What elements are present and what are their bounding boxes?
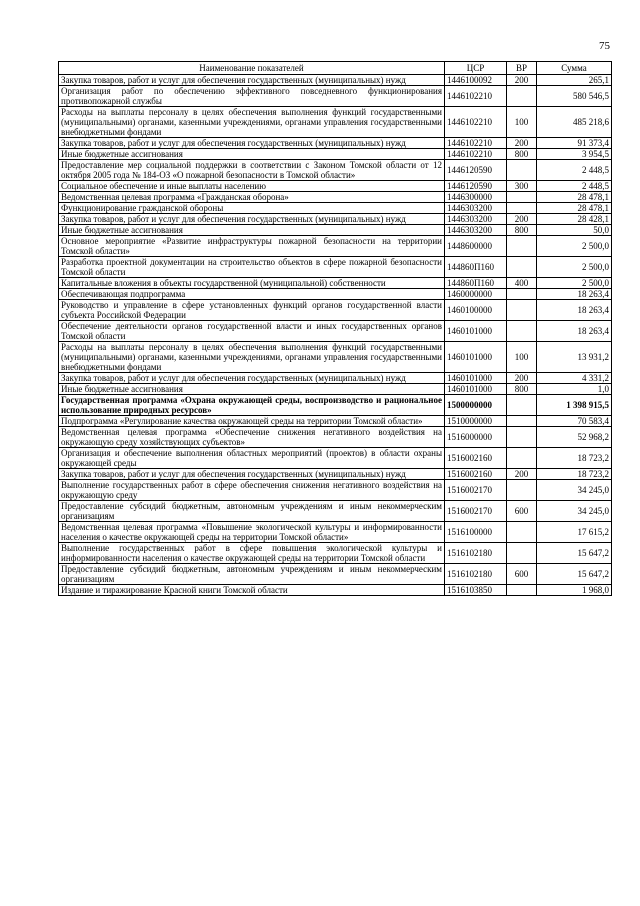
cell-sum: 1,0 <box>537 384 612 395</box>
cell-sum: 15 647,2 <box>537 564 612 585</box>
cell-sum: 28 478,1 <box>537 203 612 214</box>
cell-name: Закупка товаров, работ и услуг для обеспечения государственных (муниципальных) нужд <box>59 469 445 480</box>
table-row <box>59 149 612 160</box>
cell-vr <box>507 160 537 181</box>
cell-sum: 2 448,5 <box>537 181 612 192</box>
cell-sum: 15 647,2 <box>537 543 612 564</box>
cell-vr <box>507 257 537 278</box>
cell-sum: 4 331,2 <box>537 373 612 384</box>
table-row <box>59 107 612 138</box>
table-row <box>59 342 612 373</box>
cell-vr: 600 <box>507 564 537 585</box>
cell-name: Иные бюджетные ассигнования <box>59 384 445 395</box>
cell-sum: 2 500,0 <box>537 236 612 257</box>
cell-vr <box>507 416 537 427</box>
table-row <box>59 225 612 236</box>
table-row <box>59 203 612 214</box>
cell-csr: 1460100000 <box>445 300 507 321</box>
cell-sum: 34 245,0 <box>537 501 612 522</box>
cell-vr <box>507 480 537 501</box>
cell-sum: 91 373,4 <box>537 138 612 149</box>
cell-name: Закупка товаров, работ и услуг для обеспечения государственных (муниципальных) нужд <box>59 214 445 225</box>
cell-csr: 1460101000 <box>445 342 507 373</box>
cell-sum: 18 723,2 <box>537 448 612 469</box>
cell-csr: 1446120590 <box>445 160 507 181</box>
cell-vr <box>507 236 537 257</box>
cell-name: Закупка товаров, работ и услуг для обеспечения государственных (муниципальных) нужд <box>59 373 445 384</box>
cell-csr: 1446303200 <box>445 225 507 236</box>
table-row <box>59 278 612 289</box>
cell-vr: 100 <box>507 107 537 138</box>
cell-vr: 200 <box>507 75 537 86</box>
cell-name: Предоставление субсидий бюджетным, автономным учреждениям и иным некоммерческим организациям <box>59 564 445 585</box>
cell-csr: 1516102180 <box>445 564 507 585</box>
table-row <box>59 469 612 480</box>
cell-name: Подпрограмма «Регулирование качества окружающей среды на территории Томской области» <box>59 416 445 427</box>
cell-sum: 52 968,2 <box>537 427 612 448</box>
cell-sum: 2 500,0 <box>537 257 612 278</box>
cell-name: Закупка товаров, работ и услуг для обеспечения государственных (муниципальных) нужд <box>59 75 445 86</box>
cell-vr <box>507 192 537 203</box>
cell-sum: 18 263,4 <box>537 300 612 321</box>
cell-name: Расходы на выплаты персоналу в целях обеспечения выполнения функций государственными (муниципальными) органами, казенными учреждениями, органами управления государственными внебюджетными фондами <box>59 107 445 138</box>
cell-csr: 1516000000 <box>445 427 507 448</box>
cell-sum: 3 954,5 <box>537 149 612 160</box>
cell-sum: 18 263,4 <box>537 289 612 300</box>
cell-vr: 200 <box>507 373 537 384</box>
cell-csr: 1448600000 <box>445 236 507 257</box>
cell-csr: 1446303200 <box>445 214 507 225</box>
cell-name: Выполнение государственных работ в сфере обеспечения снижения негативного воздействия на окружающую среду <box>59 480 445 501</box>
header-vr: ВР <box>507 62 537 75</box>
cell-vr: 600 <box>507 501 537 522</box>
table-row <box>59 75 612 86</box>
cell-vr <box>507 321 537 342</box>
table-row <box>59 321 612 342</box>
cell-csr: 1516002160 <box>445 448 507 469</box>
cell-sum: 28 428,1 <box>537 214 612 225</box>
cell-name: Разработка проектной документации на строительство объектов в сфере пожарной безопасности Томской области <box>59 257 445 278</box>
table-row <box>59 289 612 300</box>
cell-name: Закупка товаров, работ и услуг для обеспечения государственных (муниципальных) нужд <box>59 138 445 149</box>
cell-name: Ведомственная целевая программа «Обеспечение снижения негативного воздействия на окружающую среду хозяйствующих субъектов» <box>59 427 445 448</box>
cell-csr: 1460101000 <box>445 384 507 395</box>
cell-csr: 1446102210 <box>445 86 507 107</box>
cell-vr: 200 <box>507 214 537 225</box>
table-row <box>59 427 612 448</box>
cell-csr: 144860П160 <box>445 278 507 289</box>
table-row <box>59 416 612 427</box>
cell-name: Ведомственная целевая программа «Повышение экологической культуры и информированности населения о качестве окружающей среды на территории Томской области» <box>59 522 445 543</box>
header-name: Наименование показателей <box>59 62 445 75</box>
cell-sum: 34 245,0 <box>537 480 612 501</box>
cell-csr: 1460101000 <box>445 321 507 342</box>
table-row <box>59 448 612 469</box>
cell-name: Социальное обеспечение и иные выплаты населению <box>59 181 445 192</box>
cell-sum: 18 263,4 <box>537 321 612 342</box>
cell-csr: 1446102210 <box>445 107 507 138</box>
cell-sum: 265,1 <box>537 75 612 86</box>
cell-vr <box>507 543 537 564</box>
cell-csr: 1446303200 <box>445 203 507 214</box>
cell-sum: 1 398 915,5 <box>537 395 612 416</box>
cell-csr: 1516002170 <box>445 480 507 501</box>
cell-csr: 1460000000 <box>445 289 507 300</box>
cell-sum: 485 218,6 <box>537 107 612 138</box>
table-row <box>59 160 612 181</box>
cell-vr <box>507 300 537 321</box>
cell-csr: 1446120590 <box>445 181 507 192</box>
cell-vr <box>507 427 537 448</box>
cell-name: Иные бюджетные ассигнования <box>59 149 445 160</box>
table-row <box>59 395 612 416</box>
cell-sum: 2 500,0 <box>537 278 612 289</box>
cell-name: Выполнение государственных работ в сфере повышения экологической культуры и информированности населения о качестве окружающей среды на территории Томской области <box>59 543 445 564</box>
cell-vr: 200 <box>507 469 537 480</box>
cell-vr <box>507 522 537 543</box>
cell-sum: 13 931,2 <box>537 342 612 373</box>
cell-csr: 1516102180 <box>445 543 507 564</box>
cell-name: Обеспечение деятельности органов государственной власти и иных государственных органов Томской области <box>59 321 445 342</box>
table-row <box>59 384 612 395</box>
table-row <box>59 522 612 543</box>
cell-sum: 28 478,1 <box>537 192 612 203</box>
cell-vr <box>507 203 537 214</box>
cell-name: Руководство и управление в сфере установленных функций органов государственной власти субъекта Российской Федерации <box>59 300 445 321</box>
cell-sum: 1 968,0 <box>537 585 612 596</box>
cell-vr <box>507 395 537 416</box>
cell-csr: 1516002170 <box>445 501 507 522</box>
cell-sum: 50,0 <box>537 225 612 236</box>
cell-vr: 300 <box>507 181 537 192</box>
table-row <box>59 138 612 149</box>
cell-name: Функционирование гражданской обороны <box>59 203 445 214</box>
cell-name: Издание и тиражирование Красной книги Томской области <box>59 585 445 596</box>
table-row <box>59 501 612 522</box>
cell-vr <box>507 448 537 469</box>
budget-table <box>58 61 612 596</box>
table-row <box>59 86 612 107</box>
table-row <box>59 236 612 257</box>
table-row <box>59 373 612 384</box>
cell-csr: 1446102210 <box>445 149 507 160</box>
cell-csr: 1446300000 <box>445 192 507 203</box>
cell-csr: 1516103850 <box>445 585 507 596</box>
table-row <box>59 585 612 596</box>
cell-name: Ведомственная целевая программа «Гражданская оборона» <box>59 192 445 203</box>
table-row <box>59 480 612 501</box>
header-sum: Сумма <box>537 62 612 75</box>
table-row <box>59 257 612 278</box>
table-row <box>59 300 612 321</box>
cell-vr: 800 <box>507 149 537 160</box>
cell-vr <box>507 289 537 300</box>
cell-vr: 800 <box>507 225 537 236</box>
cell-name: Капитальные вложения в объекты государственной (муниципальной) собственности <box>59 278 445 289</box>
table-row <box>59 214 612 225</box>
cell-name: Организация работ по обеспечению эффективного повседневного функционирования противопожарной службы <box>59 86 445 107</box>
table-row <box>59 192 612 203</box>
cell-csr: 1500000000 <box>445 395 507 416</box>
cell-vr <box>507 585 537 596</box>
header-csr: ЦСР <box>445 62 507 75</box>
cell-csr: 1516002160 <box>445 469 507 480</box>
cell-vr <box>507 86 537 107</box>
page-number: 75 <box>599 40 610 52</box>
table-row <box>59 564 612 585</box>
cell-sum: 580 546,5 <box>537 86 612 107</box>
cell-csr: 144860П160 <box>445 257 507 278</box>
cell-name: Организация и обеспечение выполнения областных мероприятий (проектов) в области охраны окружающей среды <box>59 448 445 469</box>
cell-vr: 100 <box>507 342 537 373</box>
cell-name: Обеспечивающая подпрограмма <box>59 289 445 300</box>
cell-sum: 70 583,4 <box>537 416 612 427</box>
cell-csr: 1446102210 <box>445 138 507 149</box>
cell-name: Предоставление мер социальной поддержки в соответствии с Законом Томской области от 12 октября 2005 года № 184-ОЗ «О пожарной безопасности в Томской области» <box>59 160 445 181</box>
cell-name: Предоставление субсидий бюджетным, автономным учреждениям и иным некоммерческим организациям <box>59 501 445 522</box>
cell-name: Расходы на выплаты персоналу в целях обеспечения выполнения функций государственными (муниципальными) органами, казенными учреждениями, органами управления государственными внебюджетными фондами <box>59 342 445 373</box>
cell-sum: 18 723,2 <box>537 469 612 480</box>
cell-csr: 1446100092 <box>445 75 507 86</box>
table-body <box>59 75 612 596</box>
cell-sum: 17 615,2 <box>537 522 612 543</box>
cell-csr: 1516100000 <box>445 522 507 543</box>
table-row <box>59 181 612 192</box>
cell-csr: 1460101000 <box>445 373 507 384</box>
table-header-row <box>59 62 612 75</box>
cell-csr: 1510000000 <box>445 416 507 427</box>
cell-sum: 2 448,5 <box>537 160 612 181</box>
cell-vr: 200 <box>507 138 537 149</box>
cell-vr: 800 <box>507 384 537 395</box>
cell-name: Иные бюджетные ассигнования <box>59 225 445 236</box>
cell-vr: 400 <box>507 278 537 289</box>
cell-name: Государственная программа «Охрана окружающей среды, воспроизводство и рациональное использование природных ресурсов» <box>59 395 445 416</box>
table-row <box>59 543 612 564</box>
cell-name: Основное мероприятие «Развитие инфраструктуры пожарной безопасности на территории Томской области» <box>59 236 445 257</box>
